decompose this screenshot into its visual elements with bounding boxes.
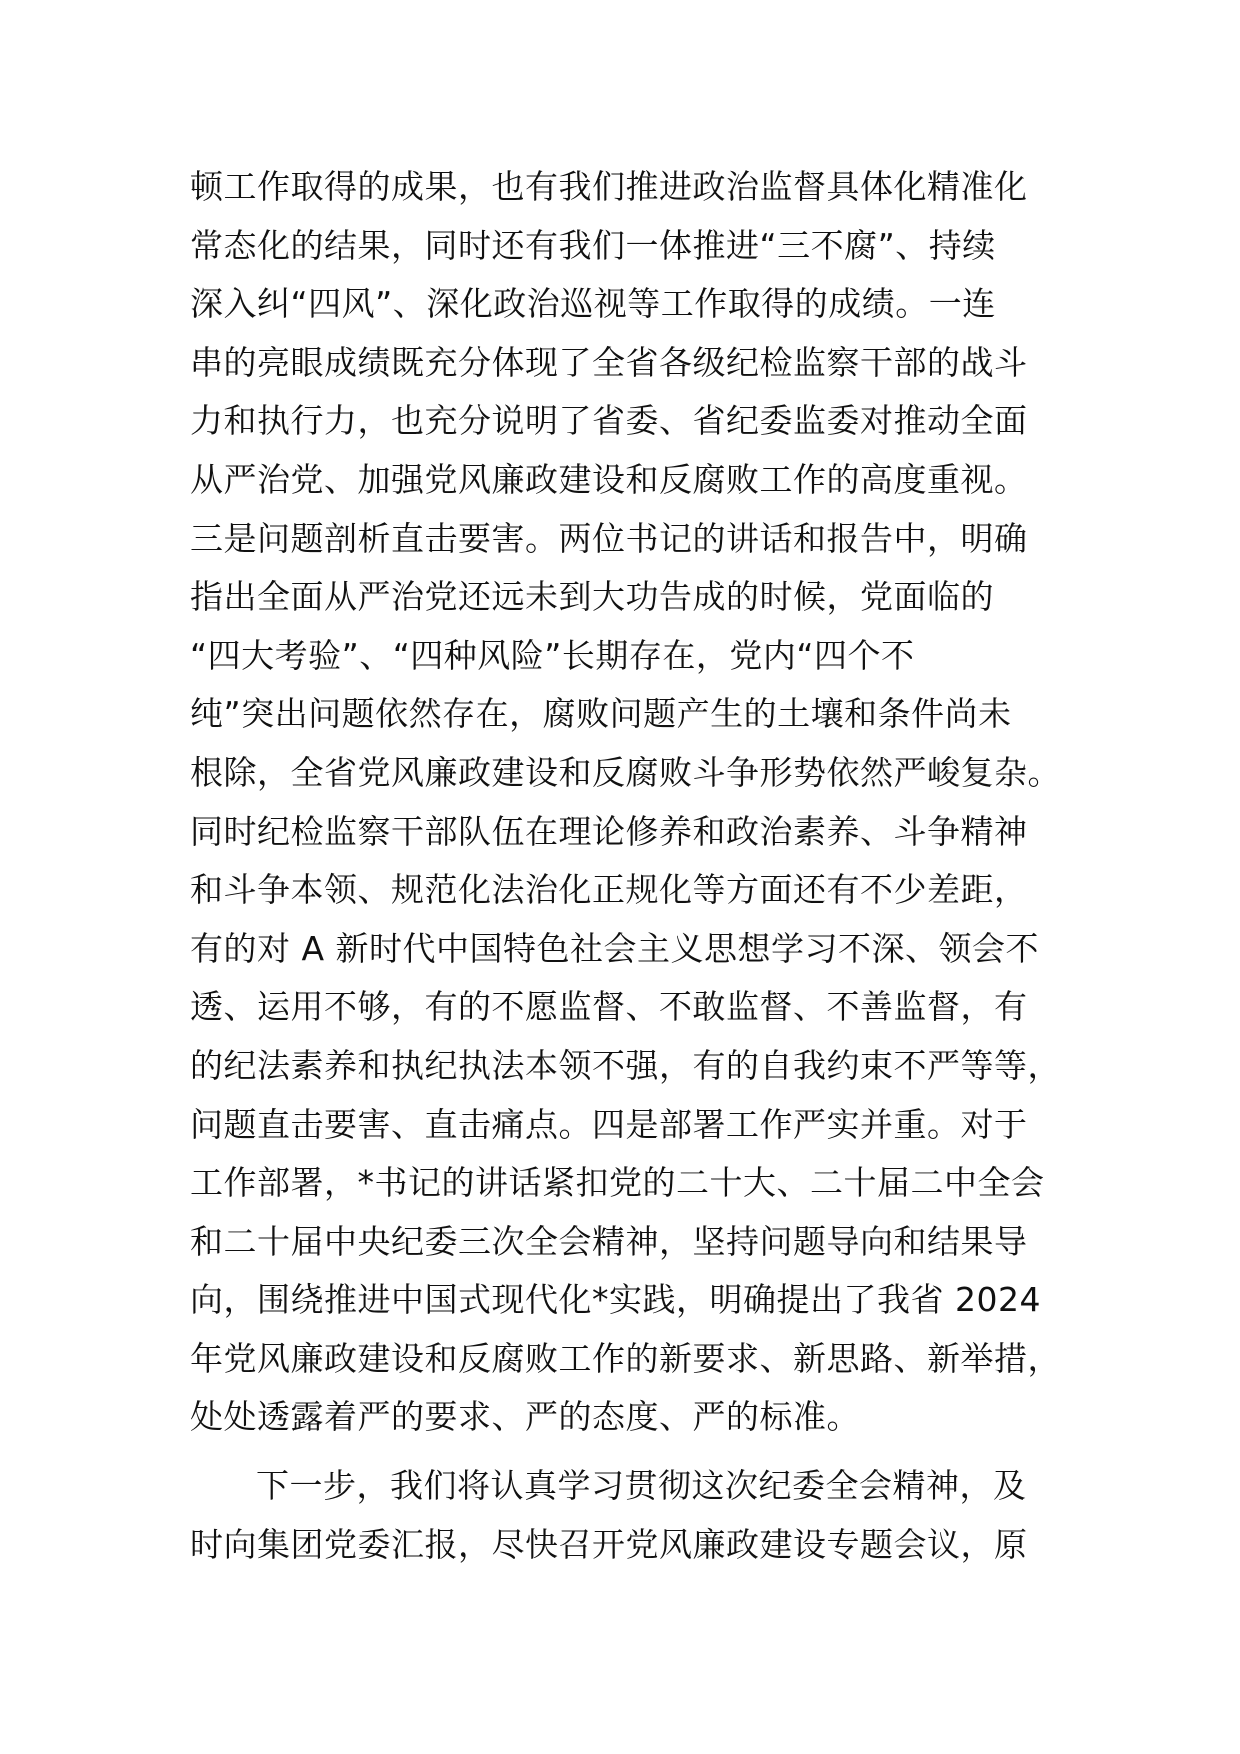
text-line: 三是问题剖析直击要害。两位书记的讲话和报告中，明确 — [190, 518, 1028, 558]
text-line: 和二十届中央纪委三次全会精神，坚持问题导向和结果导 — [190, 1221, 1028, 1261]
body-text — [190, 158, 1070, 1574]
text-line: 处处透露着严的要求、严的态度、严的标准。 — [190, 1397, 860, 1437]
text-line: 顿工作取得的成果，也有我们推进政治监督具体化精准化 — [190, 167, 1028, 206]
text-line: 力和执行力，也充分说明了省委、省纪委监委对推动全面 — [190, 401, 1028, 441]
text-line: 指出全面从严治党还远未到大功告成的时候，党面临的 — [190, 577, 994, 617]
text-line: 从严治党、加强党风廉政建设和反腐败工作的高度重视。 — [190, 459, 1028, 499]
text-line: 问题直击要害、直击痛点。四是部署工作严实并重。对于 — [190, 1104, 1028, 1144]
text-line: “四大考验”、“四种风险”长期存在，党内“四个不 — [190, 635, 915, 675]
text-line: 年党风廉政建设和反腐败工作的新要求、新思路、新举措， — [190, 1338, 1061, 1378]
text-line: 有的对 A 新时代中国特色社会主义思想学习不深、领会不 — [190, 928, 1040, 968]
text-line: 时向集团党委汇报，尽快召开党风廉政建设专题会议，原 — [190, 1524, 1028, 1564]
text-line: 常态化的结果，同时还有我们一体推进“三不腐”、持续 — [190, 225, 996, 265]
text-line: 串的亮眼成绩既充分体现了全省各级纪检监察干部的战斗 — [190, 342, 1028, 382]
text-line: 透、运用不够，有的不愿监督、不敢监督、不善监督，有 — [190, 987, 1028, 1027]
text-line: 的纪法素养和执纪执法本领不强，有的自我约束不严等等， — [190, 1045, 1061, 1085]
text-line: 同时纪检监察干部队伍在理论修养和政治素养、斗争精神 — [190, 811, 1028, 851]
text-line: 向，围绕推进中国式现代化*实践，明确提出了我省 2024 — [190, 1280, 1041, 1320]
text-line: 深入纠“四风”、深化政治巡视等工作取得的成绩。一连 — [190, 284, 996, 324]
text-line: 根除，全省党风廉政建设和反腐败斗争形势依然严峻复杂。 — [190, 752, 1061, 792]
text-line: 纯”突出问题依然存在，腐败问题产生的土壤和条件尚未 — [190, 694, 1012, 734]
text-line: 工作部署，*书记的讲话紧扣党的二十大、二十届二中全会 — [190, 1163, 1045, 1203]
text-line: 和斗争本领、规范化法治化正规化等方面还有不少差距， — [190, 870, 1028, 910]
paragraph-start-line: 下一步，我们将认真学习贯彻这次纪委全会精神，及 — [256, 1466, 1027, 1506]
